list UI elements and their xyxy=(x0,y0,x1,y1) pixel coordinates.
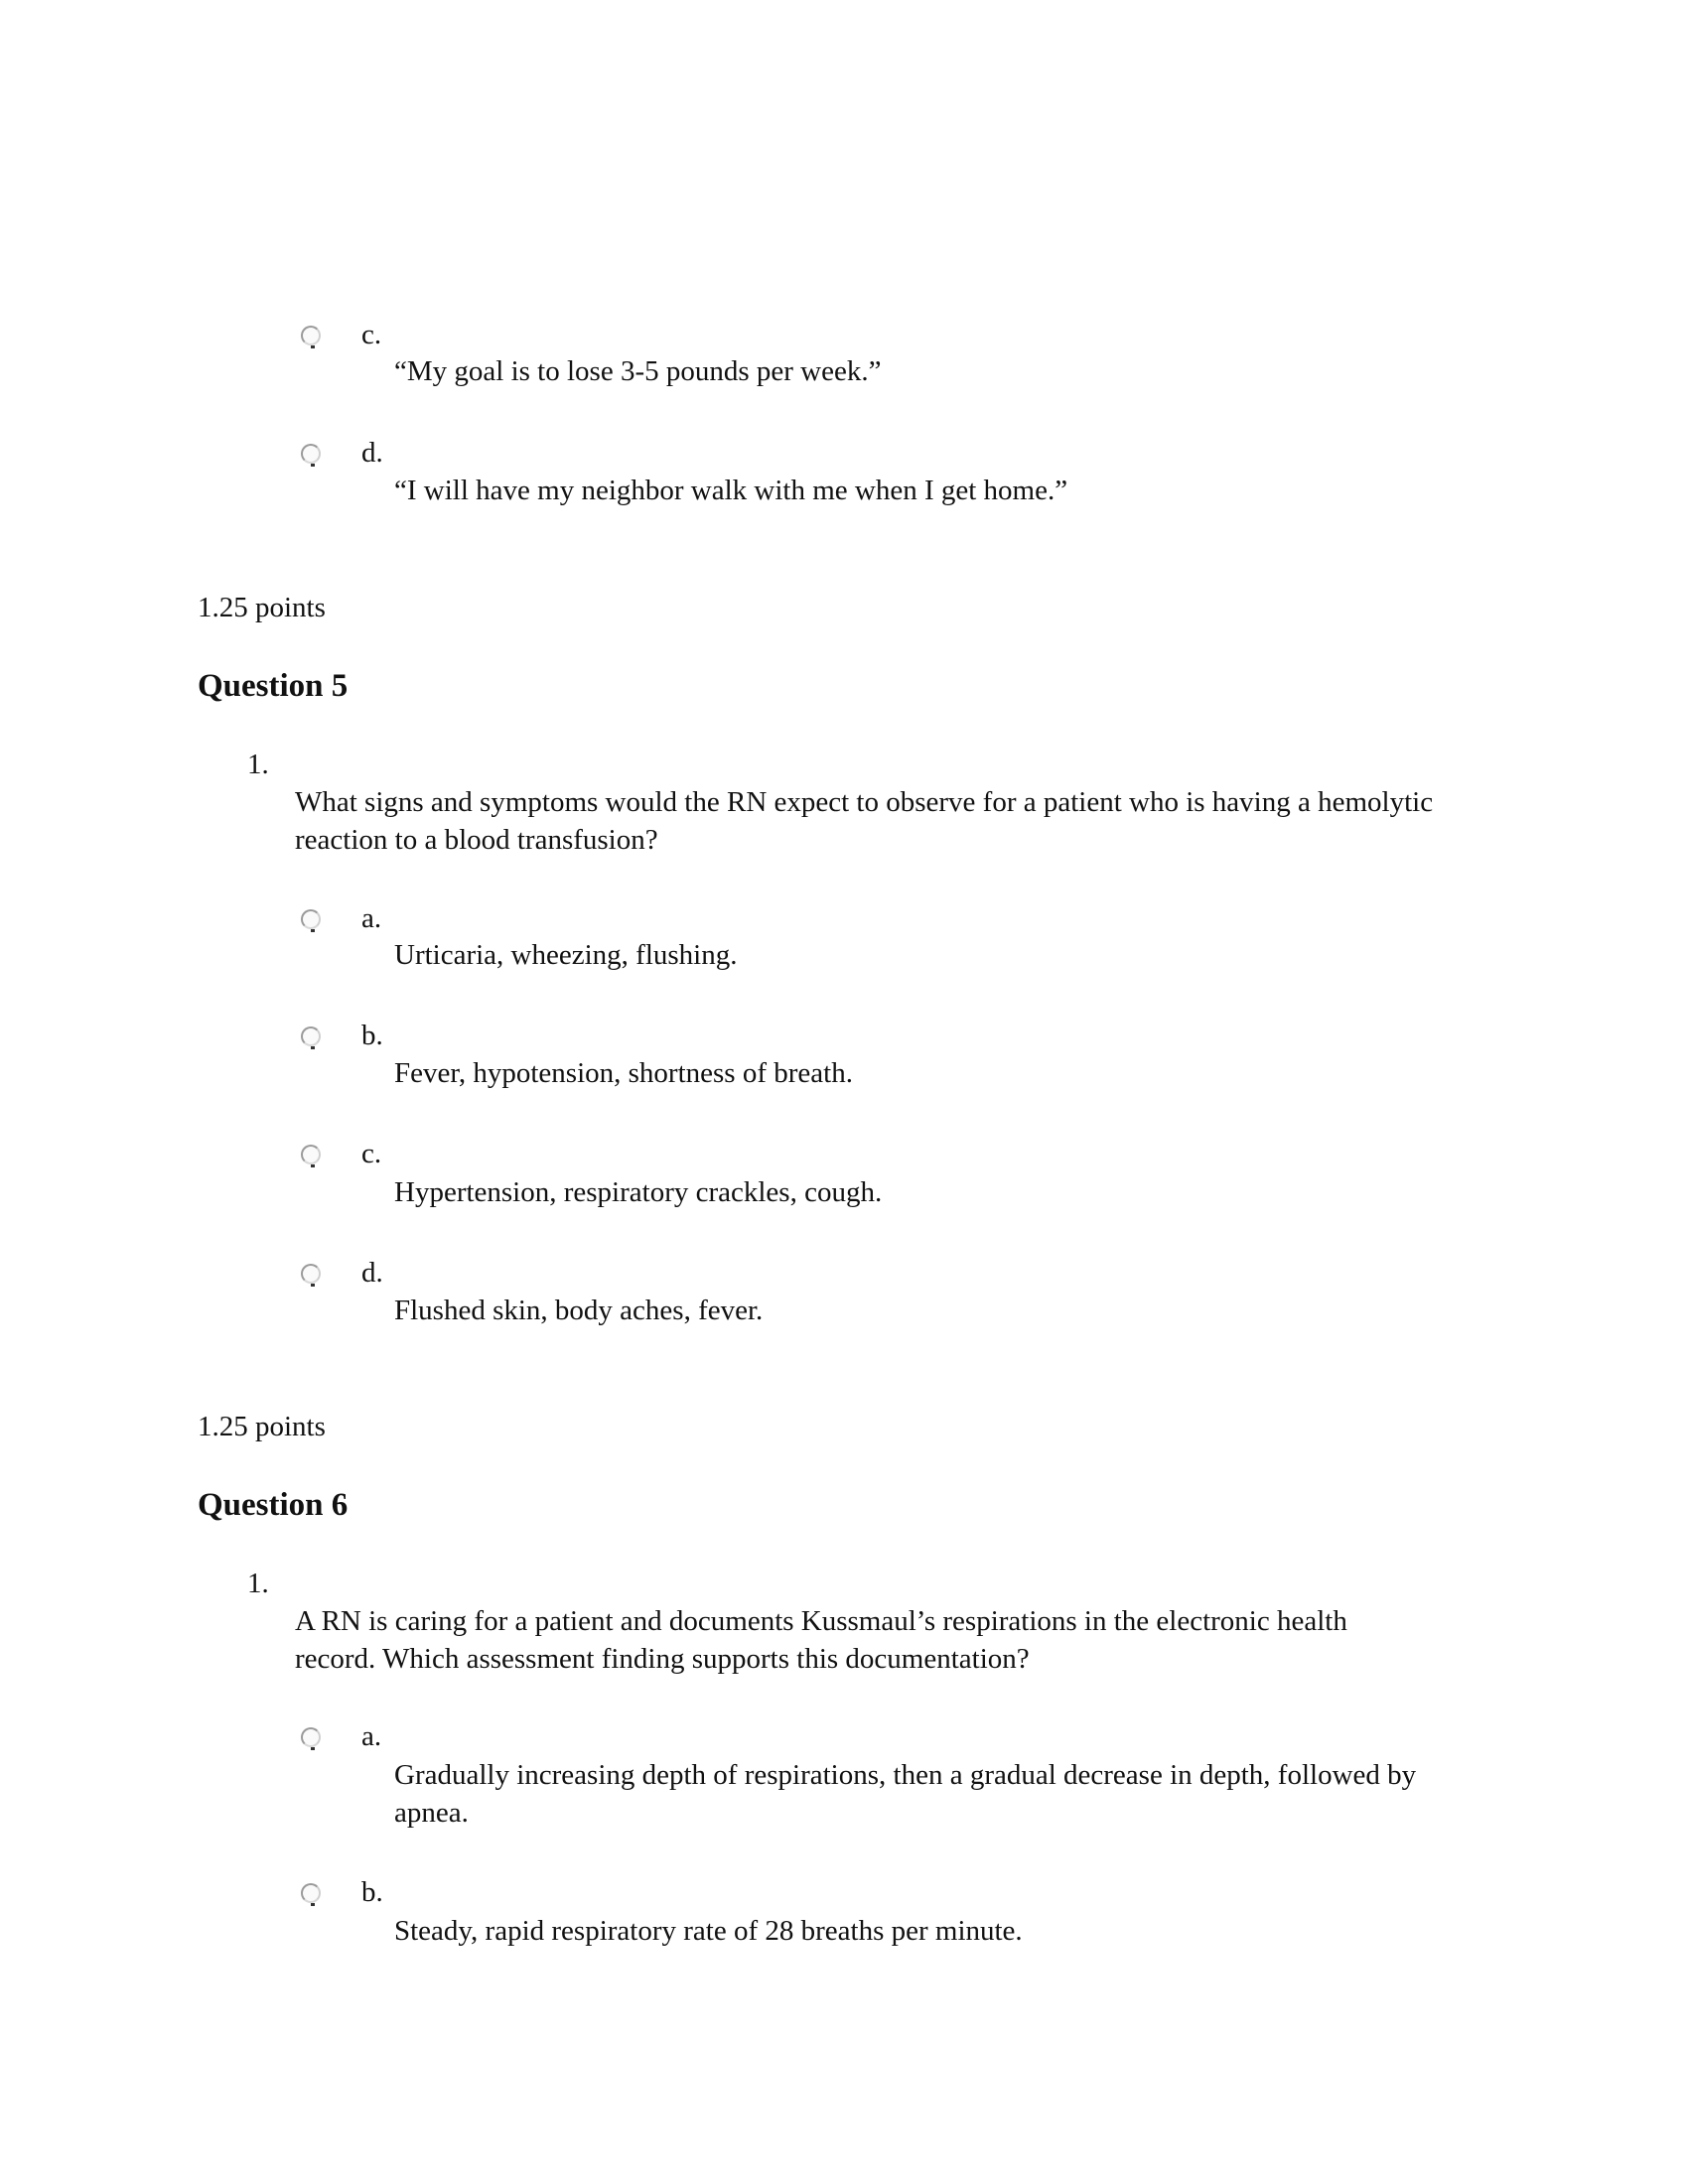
option-text: “I will have my neighbor walk with me when I get home.” xyxy=(394,475,1068,506)
question-text: What signs and symptoms would the RN expect to observe for a patient who is having a hemolytic reaction to a blood transfusion? xyxy=(295,786,1434,856)
question-number: 1. xyxy=(247,749,269,780)
option-letter: c. xyxy=(361,1138,382,1169)
option-text: Hypertension, respiratory crackles, cough. xyxy=(394,1176,883,1208)
question-title: Question 6 xyxy=(198,1487,349,1523)
radio-option-a[interactable] xyxy=(301,1727,321,1747)
option-letter: d. xyxy=(361,1257,383,1289)
option-text: Flushed skin, body aches, fever. xyxy=(394,1295,764,1326)
option-text: Steady, rapid respiratory rate of 28 breaths per minute. xyxy=(394,1915,1023,1947)
question-title: Question 5 xyxy=(198,668,349,704)
question-points: 1.25 points xyxy=(198,592,326,623)
radio-option-d[interactable] xyxy=(301,444,321,464)
question-text: A RN is caring for a patient and documents Kussmaul’s respirations in the electronic health record. Which assessment finding supports this documentation? xyxy=(295,1605,1347,1675)
radio-option-b[interactable] xyxy=(301,1026,321,1046)
option-letter: b. xyxy=(361,1020,383,1051)
option-text: Gradually increasing depth of respirations, then a gradual decrease in depth, followed by apnea. xyxy=(394,1759,1417,1829)
option-letter: d. xyxy=(361,437,383,469)
option-letter: c. xyxy=(361,319,382,350)
option-letter: a. xyxy=(361,902,382,934)
option-text: Fever, hypotension, shortness of breath. xyxy=(394,1057,853,1089)
option-letter: b. xyxy=(361,1876,383,1908)
radio-option-a[interactable] xyxy=(301,909,321,929)
radio-option-c[interactable] xyxy=(301,326,321,345)
question-number: 1. xyxy=(247,1568,269,1599)
radio-option-d[interactable] xyxy=(301,1264,321,1284)
option-text: “My goal is to lose 3-5 pounds per week.” xyxy=(394,355,882,387)
radio-option-c[interactable] xyxy=(301,1145,321,1164)
option-letter: a. xyxy=(361,1720,382,1752)
option-text: Urticaria, wheezing, flushing. xyxy=(394,939,738,971)
radio-option-b[interactable] xyxy=(301,1883,321,1903)
question-points: 1.25 points xyxy=(198,1411,326,1442)
